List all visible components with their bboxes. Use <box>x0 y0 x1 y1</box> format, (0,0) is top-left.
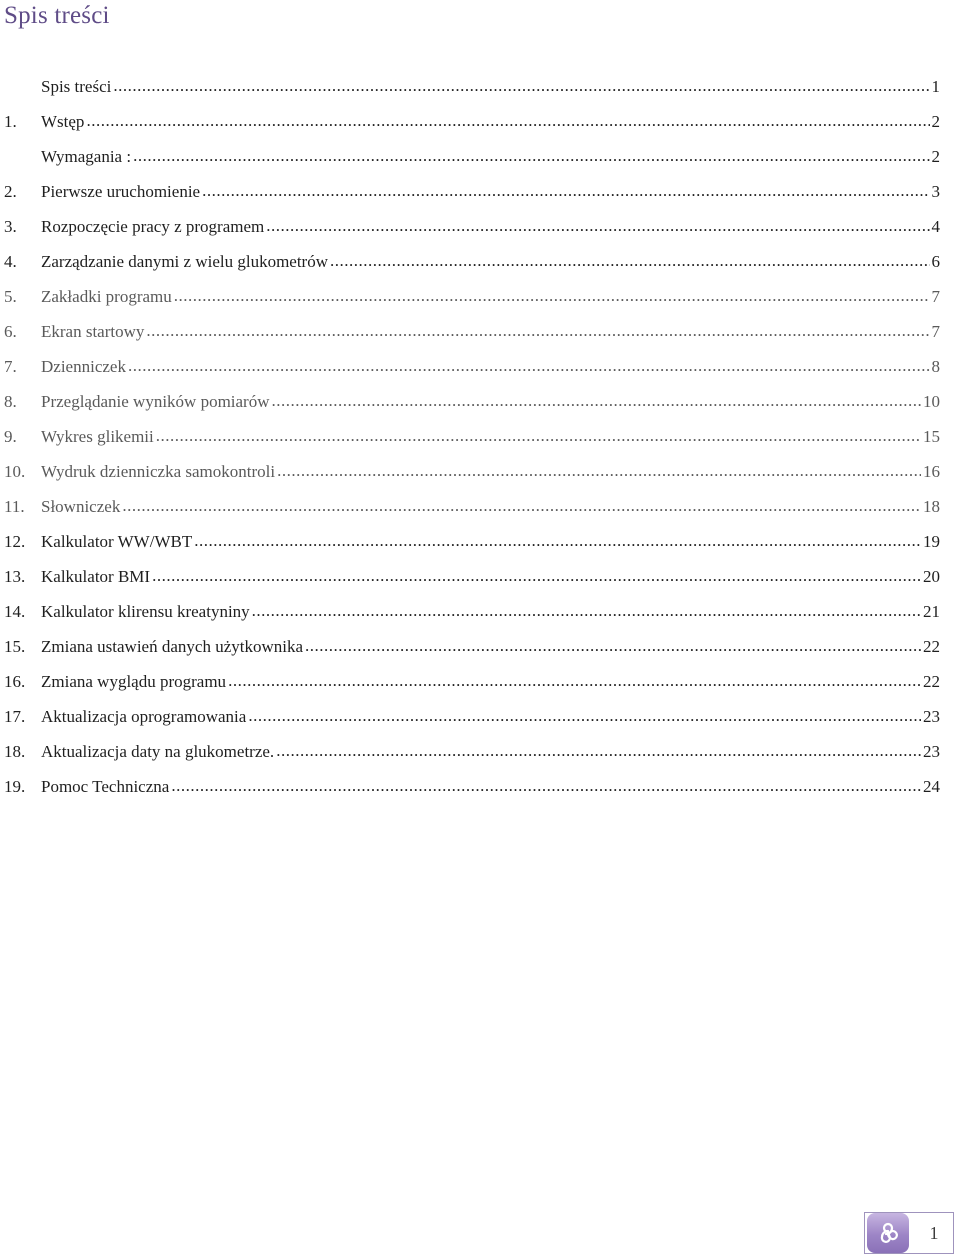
toc-entry-title: Zmiana ustawień danych użytkownika <box>41 637 304 656</box>
toc-entry-title: Kalkulator BMI <box>41 567 151 586</box>
page-footer <box>864 1212 954 1254</box>
toc-entry-page-number: 6 <box>931 252 940 271</box>
toc-entry-number: 13. <box>4 567 26 586</box>
toc-entry[interactable] <box>4 704 940 739</box>
toc-entry-page-number: 18 <box>923 497 940 516</box>
toc-entry-title: Spis treści <box>41 77 112 96</box>
toc-dot-leader <box>122 493 921 519</box>
toc-entry-number: 9. <box>4 427 17 446</box>
toc-entry-page-number: 24 <box>923 777 940 796</box>
toc-entry[interactable] <box>4 529 940 564</box>
toc-entry-title: Zakładki programu <box>41 287 172 306</box>
toc-dot-leader <box>174 283 930 309</box>
toc-entry[interactable] <box>4 564 940 599</box>
toc-dot-leader <box>248 703 921 729</box>
toc-entry-page-number: 16 <box>923 462 940 481</box>
toc-dot-leader <box>266 213 929 239</box>
toc-entry-number: 4. <box>4 252 17 271</box>
toc-entry-title: Aktualizacja oprogramowania <box>41 707 247 726</box>
toc-entry-number: 11. <box>4 497 25 516</box>
toc-dot-leader <box>330 248 930 274</box>
toc-entry-number: 15. <box>4 637 26 656</box>
toc-entry-number: 5. <box>4 287 17 306</box>
toc-entry-number: 16. <box>4 672 26 691</box>
toc-entry[interactable] <box>4 424 940 459</box>
toc-dot-leader <box>228 668 921 694</box>
toc-dot-leader <box>156 423 921 449</box>
toc-entry-page-number: 1 <box>931 77 940 96</box>
toc-entry-page-number: 22 <box>923 672 940 691</box>
toc-entry[interactable] <box>4 354 940 389</box>
toc-entry-page-number: 15 <box>923 427 940 446</box>
toc-entry-number: 14. <box>4 602 26 621</box>
toc-entry-number: 18. <box>4 742 26 761</box>
toc-dot-leader <box>276 738 921 764</box>
toc-entry-page-number: 19 <box>923 532 940 551</box>
toc-entry-title: Ekran startowy <box>41 322 145 341</box>
toc-dot-leader <box>277 458 921 484</box>
toc-entry-page-number: 22 <box>923 637 940 656</box>
toc-entry-title: Kalkulator klirensu kreatyniny <box>41 602 250 621</box>
toc-dot-leader <box>252 598 921 624</box>
toc-dot-leader <box>272 388 922 414</box>
toc-dot-leader <box>146 318 929 344</box>
toc-entry-number: 7. <box>4 357 17 376</box>
toc-entry[interactable] <box>4 284 940 319</box>
toc-entry[interactable] <box>4 214 940 249</box>
toc-entry-number: 8. <box>4 392 17 411</box>
toc-entry-title: Zmiana wyglądu programu <box>41 672 227 691</box>
toc-entry-page-number: 23 <box>923 742 940 761</box>
page-number: 1 <box>929 1222 939 1243</box>
toc-entry[interactable] <box>4 739 940 774</box>
toc-entry-title: Wymagania : <box>41 147 132 166</box>
toc-entry[interactable] <box>4 634 940 669</box>
toc-entry-title: Pierwsze uruchomienie <box>41 182 201 201</box>
toc-entry-number: 6. <box>4 322 17 341</box>
toc-entry[interactable] <box>4 179 940 214</box>
toc-dot-leader <box>128 353 930 379</box>
toc-entry-number: 12. <box>4 532 26 551</box>
toc-entry[interactable] <box>4 249 940 284</box>
toc-entry-title: Przeglądanie wyników pomiarów <box>41 392 270 411</box>
toc-entry-page-number: 20 <box>923 567 940 586</box>
toc-entry-title: Wykres glikemii <box>41 427 154 446</box>
toc-entry-page-number: 2 <box>931 147 940 166</box>
toc-entry-number: 19. <box>4 777 26 796</box>
toc-dot-leader <box>113 73 929 99</box>
toc-entry-title: Pomoc Techniczna <box>41 777 170 796</box>
toc-entry-page-number: 2 <box>931 112 940 131</box>
toc-entry-number: 2. <box>4 182 17 201</box>
toc-entry[interactable] <box>4 144 940 179</box>
toc-dot-leader <box>171 773 921 799</box>
toc-entry-title: Słowniczek <box>41 497 121 516</box>
toc-entry-page-number: 23 <box>923 707 940 726</box>
triple-spiral-logo-icon <box>867 1213 909 1253</box>
toc-entry[interactable] <box>4 109 940 144</box>
toc-entry-page-number: 4 <box>931 217 940 236</box>
page-title: Spis treści <box>4 2 110 29</box>
toc-entry-title: Dzienniczek <box>41 357 126 376</box>
toc-entry[interactable] <box>4 774 940 809</box>
toc-entry-number: 1. <box>4 112 17 131</box>
toc-entry-page-number: 3 <box>931 182 940 201</box>
toc-entry-title: Zarządzanie danymi z wielu glukometrów <box>41 252 328 271</box>
toc-entry-page-number: 21 <box>923 602 940 621</box>
toc-entry-title: Wydruk dzienniczka samokontroli <box>41 462 276 481</box>
toc-entry[interactable] <box>4 389 940 424</box>
toc-dot-leader <box>152 563 921 589</box>
toc-entry-title: Aktualizacja daty na glukometrze. <box>41 742 275 761</box>
toc-dot-leader <box>202 178 929 204</box>
toc-entry[interactable] <box>4 669 940 704</box>
toc-entry-title: Rozpoczęcie pracy z programem <box>41 217 265 236</box>
toc-entry-page-number: 10 <box>923 392 940 411</box>
toc-entry[interactable] <box>4 74 940 109</box>
toc-entry[interactable] <box>4 459 940 494</box>
toc-entry-page-number: 8 <box>931 357 940 376</box>
toc-dot-leader <box>86 108 929 134</box>
toc-entry-number: 17. <box>4 707 26 726</box>
toc-entry-page-number: 7 <box>931 287 940 306</box>
toc-dot-leader <box>305 633 921 659</box>
toc-entry-title: Wstęp <box>41 112 85 131</box>
toc-entry-title: Kalkulator WW/WBT <box>41 532 193 551</box>
toc-dot-leader <box>194 528 921 554</box>
table-of-contents <box>4 74 940 809</box>
toc-dot-leader <box>133 143 929 169</box>
toc-entry[interactable] <box>4 319 940 354</box>
toc-entry[interactable] <box>4 494 940 529</box>
toc-entry-page-number: 7 <box>931 322 940 341</box>
toc-entry-number: 3. <box>4 217 17 236</box>
toc-entry[interactable] <box>4 599 940 634</box>
toc-entry-number: 10. <box>4 462 26 481</box>
